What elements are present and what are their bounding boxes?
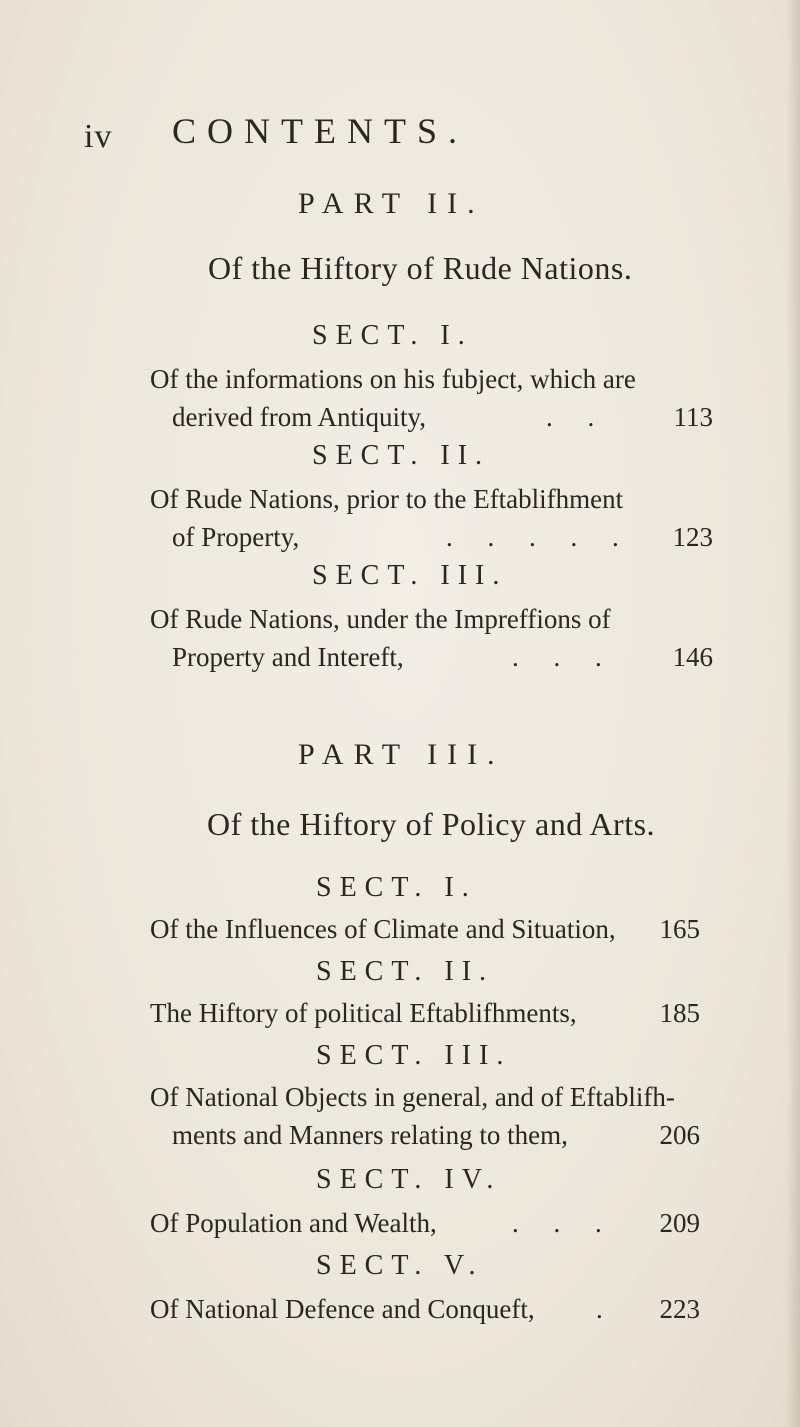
- leader-dots: . .: [546, 402, 609, 432]
- part-heading: PART III.: [298, 738, 505, 771]
- entry-text: Of National Objects in general, and of Eftablifh-: [150, 1082, 675, 1112]
- page-edge-shadow: [786, 0, 800, 1427]
- page-number: 123: [672, 522, 713, 552]
- page-number: 209: [659, 1208, 700, 1238]
- leader-dots: .: [596, 1294, 617, 1324]
- page-number: 185: [659, 998, 700, 1028]
- entry-text: Of the Influences of Climate and Situation,: [150, 914, 616, 944]
- section-heading: SECT. V.: [316, 1250, 484, 1281]
- entry-text: ments and Manners relating to them,: [172, 1120, 568, 1150]
- section-heading: SECT. II.: [312, 440, 491, 471]
- section-heading: SECT. II.: [316, 956, 495, 987]
- entry-text: Of National Defence and Conqueft,: [150, 1294, 535, 1324]
- section-heading: SECT. I.: [316, 872, 477, 903]
- running-head: CONTENTS.: [172, 111, 468, 151]
- leader-dots: . . .: [512, 1208, 616, 1238]
- entry-text: Of the informations on his fubject, which are: [150, 364, 636, 394]
- section-heading: SECT. I.: [312, 320, 473, 351]
- part-heading: PART II.: [298, 187, 485, 220]
- entry-text: derived from Antiquity,: [172, 402, 426, 432]
- entry-text: Property and Intereft,: [172, 642, 404, 672]
- page-number: 146: [672, 642, 713, 672]
- leader-dots: . . . . .: [446, 522, 633, 552]
- page-folio: iv: [84, 118, 113, 155]
- page-number: 206: [659, 1120, 700, 1150]
- entry-text: Of Population and Wealth,: [150, 1208, 437, 1238]
- section-heading: SECT. IV.: [316, 1164, 502, 1195]
- section-heading: SECT. III.: [316, 1040, 512, 1071]
- entry-text: The Hiftory of political Eftablifhments,: [150, 998, 577, 1028]
- part-title: Of the Hiftory of Policy and Arts.: [207, 806, 656, 842]
- entry-text: Of Rude Nations, prior to the Eftablifhment: [150, 484, 624, 514]
- leader-dots: . . .: [512, 642, 616, 672]
- page-number: 165: [659, 914, 700, 944]
- section-heading: SECT. III.: [312, 560, 508, 591]
- page-number: 113: [673, 402, 713, 432]
- entry-text: Of Rude Nations, under the Impreffions of: [150, 604, 611, 634]
- part-title: Of the Hiftory of Rude Nations.: [208, 250, 633, 286]
- page-number: 223: [659, 1294, 700, 1324]
- entry-text: of Property,: [172, 522, 300, 552]
